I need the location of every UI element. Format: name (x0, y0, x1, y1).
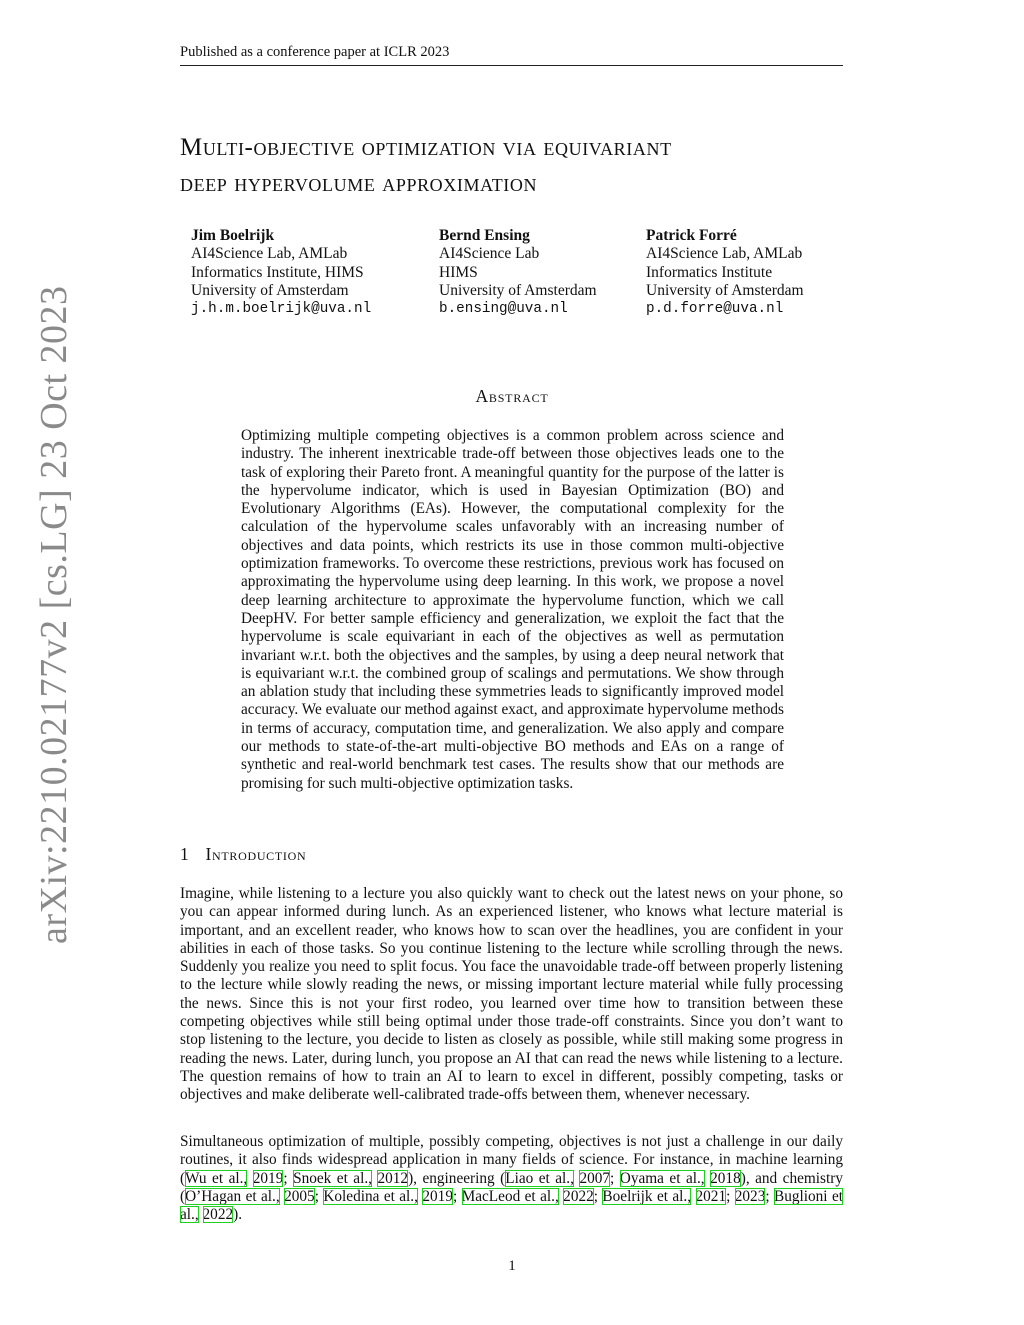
author-name: Jim Boelrijk (191, 227, 275, 244)
title-line-2: deep hypervolume approximation (180, 170, 538, 197)
body-text: ; (593, 1187, 603, 1205)
citation-link[interactable]: Snoek et al., (293, 1169, 372, 1187)
intro-paragraph-2 (180, 1133, 843, 1224)
author-email[interactable]: b.ensing@uva.nl (439, 301, 568, 318)
paper-title (180, 130, 860, 202)
abstract-text: Optimizing multiple competing objectives is a common problem across science and industry. The inherent inextricable trade-off between those objectives leads one to the task of exploring their Pareto front. A meaningful quantity for the purpose of the latter is the hypervolume indicator, which is used in Bayesian Optimization (BO) and Evolutionary Algorithms (EAs). However, the computational complexity for the calculation of the hypervolume scales unfavorably with an increasing number of objectives and data points, which restricts its use in those common multi-objective optimization frameworks. To overcome these restrictions, previous work has focused on approximating the hypervolume using deep learning. In this work, we propose a novel deep learning architecture to approximate the hypervolume function, which we call DeepHV. For better sample efficiency and generalization, we exploit the fact that the hypervolume is scale equivariant in each of the objectives as well as permutation invariant w.r.t. both the objectives and the samples, by using a deep neural network that is equivariant w.r.t. the combined group of scalings and permutations. We show through an ablation study that including these symmetries leads to significantly improved model accuracy. We evaluate our method against exact, and approximate hypervolume methods in terms of accuracy, computation time, and generalization. We also apply and compare our methods to state-of-the-art multi-objective BO methods and EAs on a range of synthetic and real-world benchmark test cases. The results show that our methods are promising for such multi-objective optimization tasks. (241, 427, 784, 792)
body-text: ; (314, 1187, 324, 1205)
citation-link[interactable]: 2019 (252, 1169, 284, 1187)
author-email[interactable]: p.d.forre@uva.nl (646, 301, 784, 318)
author-affiliation: University of Amsterdam (646, 281, 804, 299)
citation-link[interactable]: 2018 (710, 1169, 741, 1187)
citation-link[interactable]: MacLeod et al., (461, 1187, 559, 1205)
author-affiliation: Informatics Institute, HIMS (191, 263, 364, 281)
arxiv-side-label: arXiv:2210.02177v2 [cs.LG] 23 Oct 2023 (33, 285, 75, 944)
intro-paragraph-1: Imagine, while listening to a lecture you also quickly want to check out the latest news on your phone, so you can appear informed during lunch. As an experienced listener, who knows what lecture material is important, and an excellent reader, who knows how to scan over the headlines, you are confident in your abilities in each of those tasks. So you continue listening to the lecture while scrolling through the news. Suddenly you realize you need to split focus. You face the unavoidable trade-off between properly listening to the lecture while slowly reading the news, or missing important lecture material while fully processing the news. Since this is not your first rodeo, you learned over time how to transition between these competing objectives while still being optimal under those trade-off constraints. Since you don’t want to stop listening to the lecture, you decide to listen as closely as possible, while still making some progress in reading the news. Later, during lunch, you propose an AI that can read the news while listening to a lecture. The question remains of how to train an AI to learn to excel in different, possibly competing, tasks or objectives and make deliberate well-calibrated trade-offs between them, whenever necessary. (180, 885, 843, 1104)
author-affiliation: AI4Science Lab (439, 245, 540, 263)
author-affiliation: University of Amsterdam (191, 281, 349, 299)
author-affiliation: AI4Science Lab, AMLab (191, 245, 348, 263)
author-affiliation: HIMS (439, 263, 478, 281)
title-line-1: Multi-objective optimization via equivariant (180, 134, 672, 161)
citation-link[interactable]: Oyama et al., (619, 1169, 705, 1187)
citation-link[interactable]: 2019 (422, 1187, 453, 1205)
author-affiliation: AI4Science Lab, AMLab (646, 245, 803, 263)
citation-link[interactable]: 2005 (284, 1187, 315, 1205)
citation-link[interactable]: 2022 (563, 1187, 594, 1205)
citation-link[interactable]: O’Hagan et al., (185, 1187, 280, 1205)
citation-link[interactable]: 2007 (579, 1169, 611, 1187)
page-number: 1 (508, 1258, 516, 1274)
author-block-2 (439, 227, 597, 318)
abstract-heading: Abstract (475, 386, 549, 406)
author-affiliation: University of Amsterdam (439, 281, 597, 299)
citation-link[interactable]: 2022 (202, 1206, 234, 1224)
author-name: Bernd Ensing (439, 227, 530, 244)
section-title: Introduction (205, 844, 307, 864)
body-text: ; (283, 1169, 294, 1187)
author-name: Patrick Forré (646, 227, 737, 244)
citation-link[interactable]: 2012 (377, 1169, 409, 1187)
body-text: ; (726, 1187, 735, 1205)
citation-link[interactable]: 2021 (695, 1187, 727, 1205)
author-block-1 (191, 227, 371, 318)
citation-link[interactable]: Liao et al., (505, 1169, 574, 1187)
section-heading (180, 844, 306, 865)
body-text: ). (233, 1206, 243, 1224)
citation-link[interactable]: Wu et al., (185, 1169, 248, 1187)
citation-link[interactable]: Buglioni et al., (180, 1187, 843, 1224)
body-text: ), and chemistry ( (180, 1169, 843, 1205)
author-block-3 (646, 227, 804, 318)
citation-link[interactable]: Koledina et al., (323, 1187, 418, 1205)
author-affiliation: Informatics Institute (646, 263, 773, 281)
body-text: ; (452, 1187, 462, 1205)
body-text: ; (765, 1187, 774, 1205)
running-header: Published as a conference paper at ICLR 2023 (180, 44, 843, 66)
author-email[interactable]: j.h.m.boelrijk@uva.nl (191, 301, 372, 318)
citation-link[interactable]: 2023 (734, 1187, 766, 1205)
citation-link[interactable]: Boelrijk et al., (602, 1187, 692, 1205)
body-text: Simultaneous optimization of multiple, possibly competing, objectives is not just a challenge in our daily routines, it also finds widespread application in many fields of science. For instance, in machine learning ( (180, 1133, 843, 1187)
body-text: ; (610, 1169, 620, 1187)
section-number: 1 (180, 844, 190, 864)
body-text: ), engineering ( (408, 1169, 506, 1187)
